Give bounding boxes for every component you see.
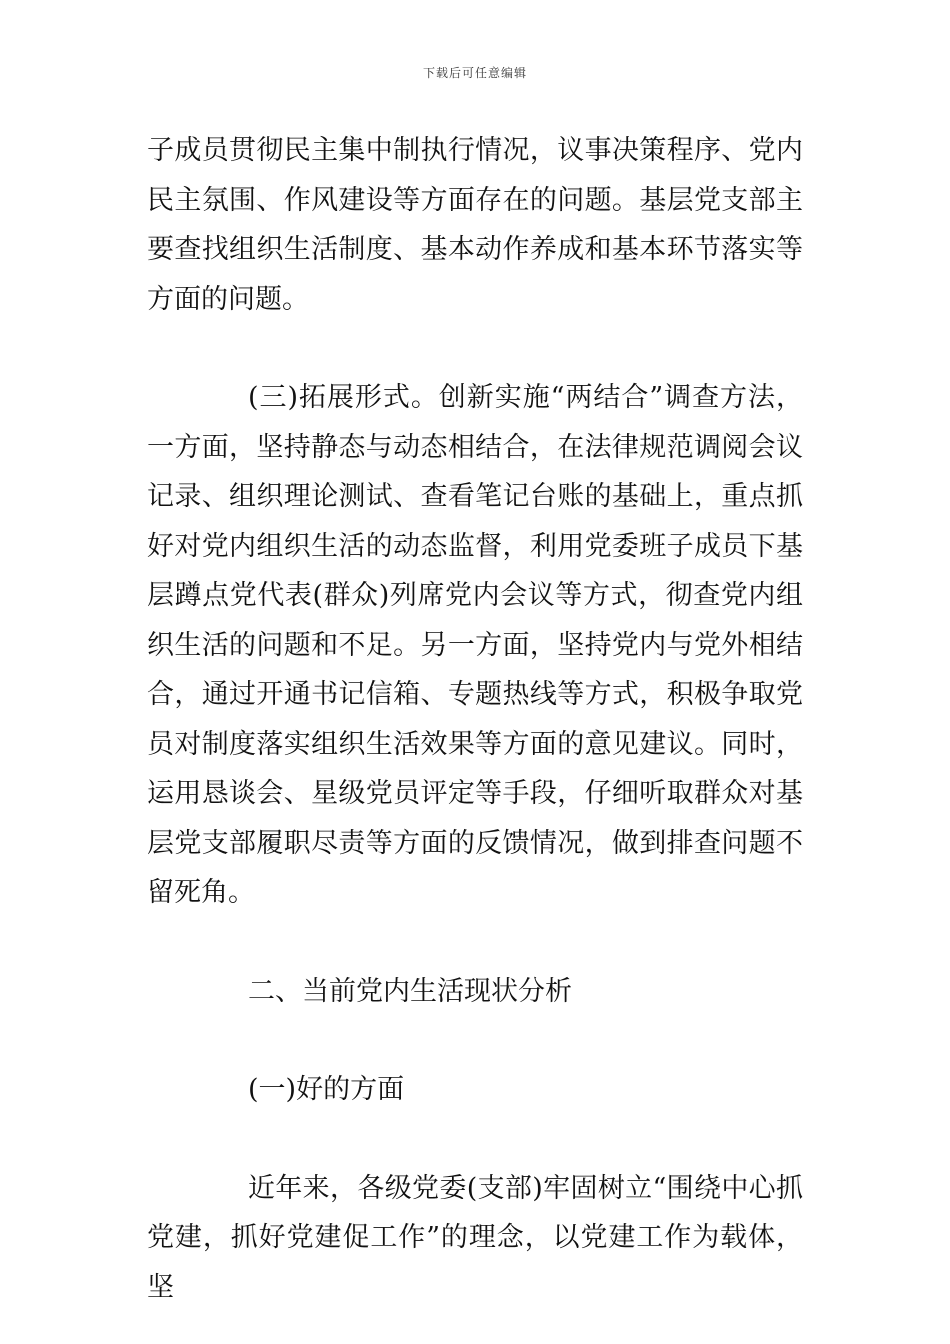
document-body xyxy=(147,126,803,1312)
page-header: 下载后可任意编辑 xyxy=(422,66,527,80)
paragraph-continuation: 子成员贯彻民主集中制执行情况，议事决策程序、党内民主氛围、作风建设等方面存在的问题。基层党支部主要查找组织生活制度、基本动作养成和基本环节落实等方面的问题。 xyxy=(147,135,803,315)
paragraph-recent-years: 近年来，各级党委(支部)牢固树立“围绕中心抓党建，抓好党建促工作”的理念，以党建工作为载体，坚 xyxy=(147,1172,803,1303)
section-heading-analysis: 二、当前党内生活现状分析 xyxy=(248,975,572,1007)
paragraph-expand-forms: (三)拓展形式。创新实施“两结合”调查方法，一方面，坚持静态与动态相结合，在法律规范调阅会议记录、组织理论测试、查看笔记台账的基础上，重点抓好对党内组织生活的动态监督，利用党委班子成员下基层蹲点党代表(群众)列席党内会议等方式，彻查党内组织生活的问题和不足。另一方面，坚持党内与党外相结合，通过开通书记信箱、专题热线等方式，积极争取党员对制度落实组织生活效果等方面的意见建议。同时，运用恳谈会、星级党员评定等手段，仔细听取群众对基层党支部履职尽责等方面的反馈情况，做到排查问题不留死角。 xyxy=(147,382,803,908)
subsection-heading-good-aspects: (一)好的方面 xyxy=(248,1074,405,1105)
